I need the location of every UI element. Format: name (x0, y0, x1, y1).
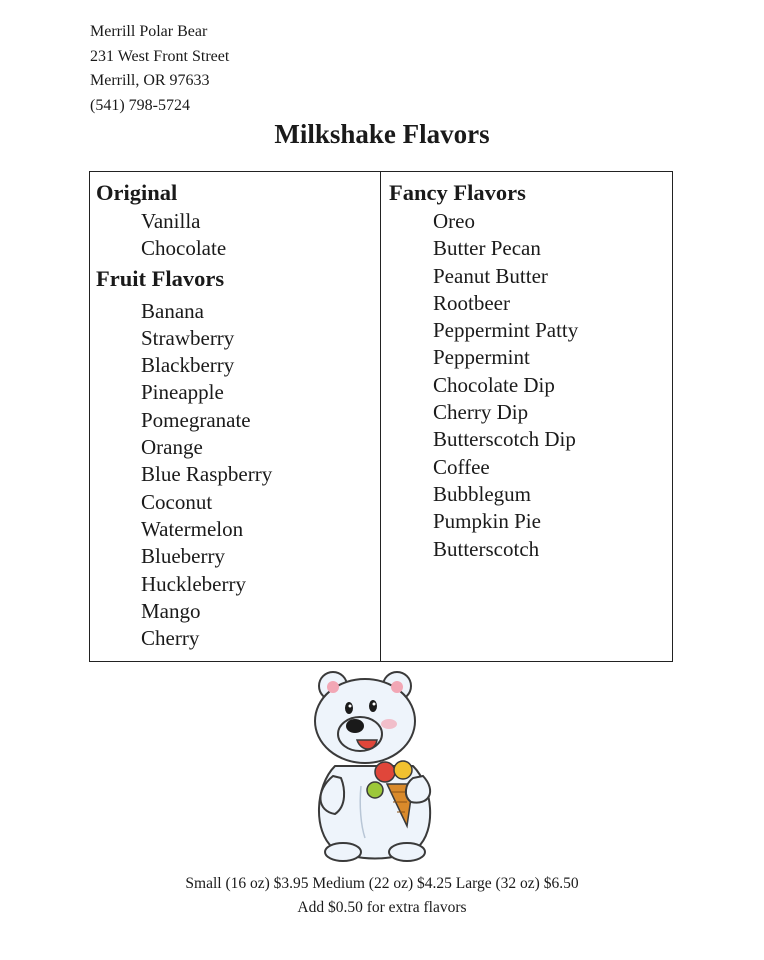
original-header: Original (96, 180, 178, 205)
flavor-item: Coffee (433, 454, 490, 479)
extra-flavor-note: Add $0.50 for extra flavors (297, 899, 467, 916)
store-phone: (541) 798-5724 (90, 96, 190, 114)
flavor-item: Peanut Butter (433, 263, 548, 288)
page-title: Milkshake Flavors (274, 119, 490, 149)
flavor-item: Orange (141, 435, 203, 460)
flavor-item: Butterscotch Dip (433, 427, 576, 452)
flavor-table (89, 171, 673, 662)
flavor-item: Strawberry (141, 325, 235, 350)
flavor-item: Huckleberry (141, 571, 246, 596)
right-column (389, 178, 578, 563)
left-column (96, 178, 272, 652)
flavor-item: Blueberry (141, 544, 225, 569)
size-prices: Small (16 oz) $3.95 Medium (22 oz) $4.25 Large (32 oz) $6.50 (185, 875, 579, 892)
fancy-header: Fancy Flavors (389, 180, 526, 205)
flavor-item: Pumpkin Pie (433, 509, 541, 534)
flavor-item: Cherry (141, 626, 200, 651)
flavor-item: Vanilla (141, 209, 201, 233)
flavor-item: Peppermint (433, 345, 530, 370)
flavor-item: Rootbeer (433, 290, 510, 315)
column-divider (380, 172, 381, 661)
flavor-item: Pineapple (141, 380, 224, 405)
flavor-item: Oreo (433, 209, 475, 233)
flavor-item: Cherry Dip (433, 400, 529, 425)
flavor-item: Butterscotch (433, 536, 540, 561)
fruit-header: Fruit Flavors (96, 265, 225, 291)
store-name: Merrill Polar Bear (90, 23, 208, 40)
store-city: Merrill, OR 97633 (90, 72, 210, 89)
polar-bear-icon (305, 666, 445, 866)
store-address (90, 20, 229, 118)
store-street: 231 West Front Street (90, 47, 230, 65)
flavor-item: Coconut (141, 489, 213, 514)
flavor-item: Pomegranate (141, 407, 251, 432)
flavor-item: Chocolate (141, 236, 227, 261)
flavor-item: Blue Raspberry (141, 462, 273, 487)
flavor-item: Blackberry (141, 353, 235, 378)
flavor-item: Chocolate Dip (433, 372, 555, 397)
flavor-item: Bubblegum (433, 481, 531, 506)
flavor-item: Watermelon (141, 516, 244, 541)
flavor-item: Butter Pecan (433, 236, 541, 261)
flavor-item: Mango (141, 598, 201, 623)
flavor-item: Banana (141, 298, 204, 323)
pricing (0, 872, 764, 920)
flavor-item: Peppermint Patty (433, 318, 579, 343)
